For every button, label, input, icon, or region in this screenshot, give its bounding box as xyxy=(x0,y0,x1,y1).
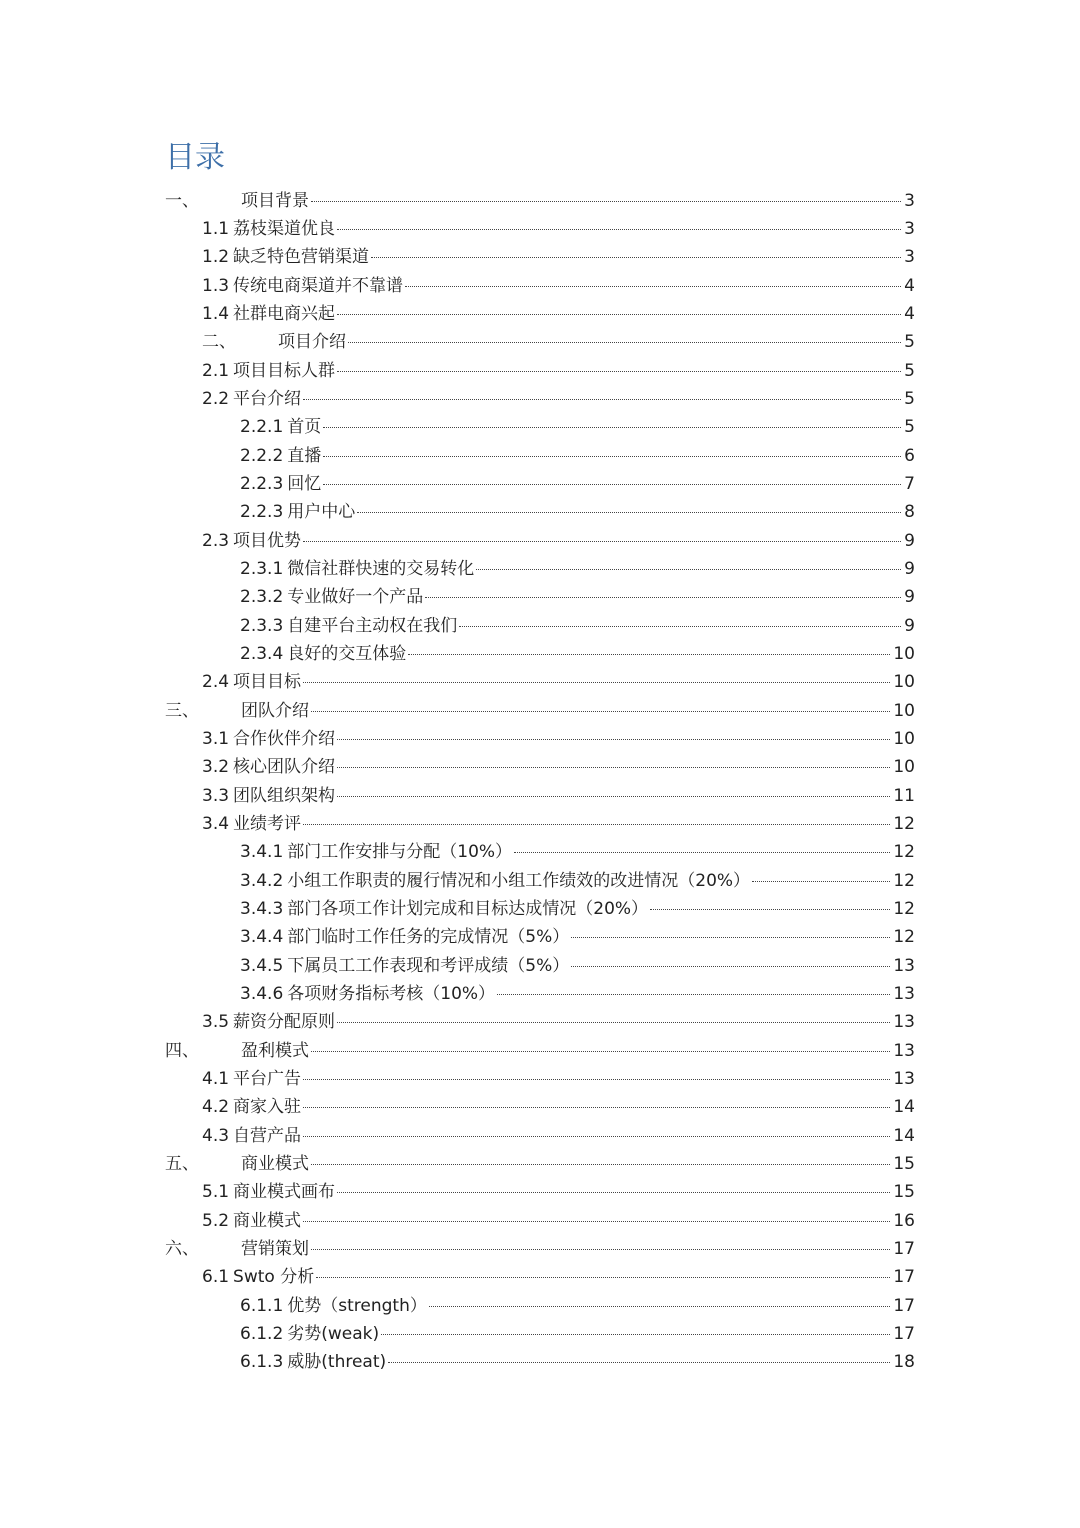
toc-leader-dots xyxy=(311,1163,890,1165)
toc-entry-number: 2.2.3 xyxy=(240,502,284,522)
toc-entry-number: 六、 xyxy=(165,1239,199,1259)
toc-entry-label: 薪资分配原则 xyxy=(233,1012,336,1032)
toc-leader-dots xyxy=(650,908,890,910)
toc-entry-page: 14 xyxy=(893,1126,915,1146)
toc-entry-label: 下属员工工作表现和考评成绩（5%） xyxy=(287,956,570,976)
toc-entry[interactable] xyxy=(0,1235,1080,1263)
toc-entry-label: 威胁(threat) xyxy=(287,1352,387,1372)
toc-entry[interactable] xyxy=(0,1348,1080,1376)
toc-entry-page: 10 xyxy=(893,672,915,692)
toc-entry-page: 13 xyxy=(893,1012,915,1032)
toc-entry[interactable] xyxy=(0,215,1080,243)
toc-entry-number: 2.3.3 xyxy=(240,616,284,636)
toc-leader-dots xyxy=(323,483,901,485)
toc-entry-page: 9 xyxy=(904,587,915,607)
toc-leader-dots xyxy=(323,455,901,457)
toc-entry-label: 商业模式画布 xyxy=(233,1182,336,1202)
toc-entry-number: 2.3.4 xyxy=(240,644,284,664)
toc-leader-dots xyxy=(337,1191,890,1193)
toc-entry[interactable] xyxy=(0,838,1080,866)
toc-entry[interactable] xyxy=(0,583,1080,611)
toc-entry-number: 2.3.1 xyxy=(240,559,284,579)
toc-entry[interactable] xyxy=(0,782,1080,810)
toc-leader-dots xyxy=(405,285,901,287)
toc-entry-number: 五、 xyxy=(165,1154,199,1174)
toc-entry-number: 2.3.2 xyxy=(240,587,284,607)
toc-entry-label: 微信社群快速的交易转化 xyxy=(287,559,475,579)
toc-entry-label: 项目优势 xyxy=(233,531,302,551)
toc-entry-page: 13 xyxy=(893,1041,915,1061)
toc-entry[interactable] xyxy=(0,527,1080,555)
toc-entry[interactable] xyxy=(0,357,1080,385)
toc-leader-dots xyxy=(311,200,901,202)
toc-leader-dots xyxy=(311,710,890,712)
toc-entry[interactable] xyxy=(0,725,1080,753)
toc-leader-dots xyxy=(316,1276,890,1278)
toc-leader-dots xyxy=(303,823,890,825)
toc-entry-number: 2.2 xyxy=(202,389,230,409)
toc-entry-page: 10 xyxy=(893,729,915,749)
toc-entry[interactable] xyxy=(0,668,1080,696)
toc-entry[interactable] xyxy=(0,952,1080,980)
toc-entry-number: 2.2.3 xyxy=(240,474,284,494)
toc-entry-label: 营销策划 xyxy=(241,1239,309,1259)
toc-leader-dots xyxy=(337,313,901,315)
toc-entry-number: 一、 xyxy=(165,191,199,211)
toc-leader-dots xyxy=(303,1106,890,1108)
toc-leader-dots xyxy=(459,625,901,627)
toc-entry[interactable] xyxy=(0,1037,1080,1065)
toc-entry-page: 12 xyxy=(893,927,915,947)
toc-entry-label: 缺乏特色营销渠道 xyxy=(233,247,370,267)
toc-entry-page: 16 xyxy=(893,1211,915,1231)
toc-leader-dots xyxy=(337,370,901,372)
toc-entry-page: 10 xyxy=(893,701,915,721)
toc-entry[interactable] xyxy=(0,498,1080,526)
toc-leader-dots xyxy=(429,1305,890,1307)
toc-entry-page: 11 xyxy=(893,786,915,806)
toc-entry[interactable] xyxy=(0,1065,1080,1093)
toc-entry-page: 6 xyxy=(904,446,915,466)
toc-entry-number: 3.2 xyxy=(202,757,230,777)
toc-leader-dots xyxy=(348,341,901,343)
toc-entry-page: 18 xyxy=(893,1352,915,1372)
toc-entry-label: 传统电商渠道并不靠谱 xyxy=(233,276,404,296)
toc-entry-label: 盈利模式 xyxy=(241,1041,309,1061)
toc-entry-number: 1.4 xyxy=(202,304,230,324)
toc-entry-number: 3.4.4 xyxy=(240,927,284,947)
toc-entry-label: 平台介绍 xyxy=(233,389,302,409)
toc-entry-page: 17 xyxy=(893,1296,915,1316)
toc-entry-label: 部门工作安排与分配（10%） xyxy=(287,842,513,862)
toc-leader-dots xyxy=(303,1135,890,1137)
toc-leader-dots xyxy=(303,1078,890,1080)
toc-entry[interactable] xyxy=(0,442,1080,470)
toc-entry-number: 6.1.3 xyxy=(240,1352,284,1372)
toc-entry-page: 10 xyxy=(893,644,915,664)
toc-entry-number: 3.4.5 xyxy=(240,956,284,976)
toc-entry-label: 小组工作职责的履行情况和小组工作绩效的改进情况（20%） xyxy=(287,871,751,891)
toc-entry-page: 4 xyxy=(904,304,915,324)
toc-entry-page: 10 xyxy=(893,757,915,777)
toc-entry[interactable] xyxy=(0,1150,1080,1178)
toc-entry-label: 项目背景 xyxy=(241,191,309,211)
toc-entry-label: 荔枝渠道优良 xyxy=(233,219,336,239)
toc-entry-page: 13 xyxy=(893,1069,915,1089)
toc-entry-page: 9 xyxy=(904,616,915,636)
toc-leader-dots xyxy=(752,880,890,882)
toc-entry[interactable] xyxy=(0,272,1080,300)
toc-entry-label: 回忆 xyxy=(287,474,322,494)
toc-entry[interactable] xyxy=(0,555,1080,583)
toc-entry[interactable] xyxy=(0,753,1080,781)
toc-entry-number: 四、 xyxy=(165,1041,199,1061)
toc-entry-page: 5 xyxy=(904,332,915,352)
toc-entry-number: 2.1 xyxy=(202,361,230,381)
toc-entry-label: 商业模式 xyxy=(241,1154,309,1174)
toc-entry-page: 9 xyxy=(904,531,915,551)
toc-entry[interactable] xyxy=(0,1008,1080,1036)
toc-entry-page: 12 xyxy=(893,842,915,862)
toc-entry-label: 首页 xyxy=(287,417,322,437)
toc-entry[interactable] xyxy=(0,413,1080,441)
toc-leader-dots xyxy=(337,766,890,768)
toc-leader-dots xyxy=(323,426,901,428)
toc-leader-dots xyxy=(514,851,890,853)
toc-entry-number: 3.4.2 xyxy=(240,871,284,891)
toc-entry-label: 直播 xyxy=(287,446,322,466)
toc-leader-dots xyxy=(303,398,901,400)
toc-entry-number: 4.2 xyxy=(202,1097,230,1117)
toc-entry-page: 17 xyxy=(893,1324,915,1344)
toc-entry-page: 17 xyxy=(893,1267,915,1287)
toc-leader-dots xyxy=(337,228,901,230)
toc-entry-label: 项目介绍 xyxy=(278,332,346,352)
toc-entry[interactable] xyxy=(0,810,1080,838)
toc-entry-label: 用户中心 xyxy=(287,502,356,522)
toc-entry-number: 3.3 xyxy=(202,786,230,806)
toc-entry-number: 3.1 xyxy=(202,729,230,749)
toc-entry[interactable] xyxy=(0,867,1080,895)
toc-leader-dots xyxy=(303,1220,890,1222)
toc-entry[interactable] xyxy=(0,328,1080,356)
toc-entry-number: 5.2 xyxy=(202,1211,230,1231)
toc-entry-label: 商家入驻 xyxy=(233,1097,302,1117)
toc-entry-page: 3 xyxy=(904,219,915,239)
toc-entry-label: 各项财务指标考核（10%） xyxy=(287,984,496,1004)
toc-entry-label: 项目目标 xyxy=(233,672,302,692)
toc-entry[interactable] xyxy=(0,187,1080,215)
toc-entry-label: 自建平台主动权在我们 xyxy=(287,616,458,636)
toc-leader-dots xyxy=(571,965,890,967)
toc-entry-page: 3 xyxy=(904,191,915,211)
toc-entry[interactable] xyxy=(0,1320,1080,1348)
toc-entry[interactable] xyxy=(0,1178,1080,1206)
toc-entry-label: 项目目标人群 xyxy=(233,361,336,381)
toc-entry-page: 17 xyxy=(893,1239,915,1259)
toc-entry[interactable] xyxy=(0,385,1080,413)
toc-entry-page: 5 xyxy=(904,389,915,409)
toc-entry-label: 团队介绍 xyxy=(241,701,309,721)
toc-entry-number: 3.4.1 xyxy=(240,842,284,862)
toc-entry-page: 12 xyxy=(893,871,915,891)
toc-entry-page: 8 xyxy=(904,502,915,522)
toc-title: 目录 xyxy=(165,140,225,175)
toc-entry-label: 部门临时工作任务的完成情况（5%） xyxy=(287,927,570,947)
toc-entry-label: 良好的交互体验 xyxy=(287,644,407,664)
toc-entry-number: 二、 xyxy=(202,332,236,352)
toc-leader-dots xyxy=(303,681,890,683)
toc-leader-dots xyxy=(381,1333,890,1335)
toc-leader-dots xyxy=(303,540,901,542)
toc-entry-page: 13 xyxy=(893,956,915,976)
toc-entry-number: 1.3 xyxy=(202,276,230,296)
toc-entry-number: 2.3 xyxy=(202,531,230,551)
toc-entry-number: 4.3 xyxy=(202,1126,230,1146)
toc-entry[interactable] xyxy=(0,697,1080,725)
toc-entry-number: 3.5 xyxy=(202,1012,230,1032)
toc-entry-label: 劣势(weak) xyxy=(287,1324,380,1344)
toc-entry-number: 三、 xyxy=(165,701,199,721)
toc-leader-dots xyxy=(408,653,890,655)
toc-entry-page: 5 xyxy=(904,417,915,437)
toc-entry-label: 优势（strength） xyxy=(287,1296,427,1316)
toc-entry-number: 5.1 xyxy=(202,1182,230,1202)
toc-entry-page: 12 xyxy=(893,899,915,919)
toc-entry[interactable] xyxy=(0,640,1080,668)
toc-leader-dots xyxy=(497,993,890,995)
toc-entry-label: 合作伙伴介绍 xyxy=(233,729,336,749)
toc-entry-number: 3.4 xyxy=(202,814,230,834)
toc-entry-page: 3 xyxy=(904,247,915,267)
toc-entry-label: 专业做好一个产品 xyxy=(287,587,424,607)
toc-entry-label: 自营产品 xyxy=(233,1126,302,1146)
toc-entry-number: 4.1 xyxy=(202,1069,230,1089)
toc-entry-label: 部门各项工作计划完成和目标达成情况（20%） xyxy=(287,899,649,919)
toc-entry-page: 7 xyxy=(904,474,915,494)
toc-entry-label: 核心团队介绍 xyxy=(233,757,336,777)
toc-entry[interactable] xyxy=(0,1263,1080,1291)
toc-entry[interactable] xyxy=(0,612,1080,640)
toc-entry[interactable] xyxy=(0,300,1080,328)
toc-entry-label: Swto 分析 xyxy=(233,1267,315,1287)
toc-entry-number: 2.4 xyxy=(202,672,230,692)
toc-leader-dots xyxy=(371,256,901,258)
toc-entry-page: 15 xyxy=(893,1154,915,1174)
toc-entry-number: 1.1 xyxy=(202,219,230,239)
toc-leader-dots xyxy=(388,1361,890,1363)
toc-entry-label: 平台广告 xyxy=(233,1069,302,1089)
toc-entry[interactable] xyxy=(0,1093,1080,1121)
toc-entry-page: 9 xyxy=(904,559,915,579)
toc-entry-number: 3.4.3 xyxy=(240,899,284,919)
toc-entry[interactable] xyxy=(0,1292,1080,1320)
toc-entry[interactable] xyxy=(0,1122,1080,1150)
toc-entry[interactable] xyxy=(0,895,1080,923)
toc-leader-dots xyxy=(357,511,901,513)
toc-entry[interactable] xyxy=(0,470,1080,498)
toc-entry-number: 6.1.2 xyxy=(240,1324,284,1344)
toc-entry-page: 15 xyxy=(893,1182,915,1202)
toc-entry-label: 团队组织架构 xyxy=(233,786,336,806)
toc-entry-number: 6.1.1 xyxy=(240,1296,284,1316)
toc-entry[interactable] xyxy=(0,980,1080,1008)
toc-leader-dots xyxy=(311,1248,890,1250)
toc-entry[interactable] xyxy=(0,243,1080,271)
toc-entry-page: 14 xyxy=(893,1097,915,1117)
toc-entry[interactable] xyxy=(0,923,1080,951)
toc-entry-number: 2.2.2 xyxy=(240,446,284,466)
toc-entry-label: 商业模式 xyxy=(233,1211,302,1231)
toc-leader-dots xyxy=(425,596,901,598)
toc-leader-dots xyxy=(337,738,890,740)
toc-entry-number: 2.2.1 xyxy=(240,417,284,437)
toc-leader-dots xyxy=(337,1021,890,1023)
toc-entry-page: 5 xyxy=(904,361,915,381)
toc-entry-label: 业绩考评 xyxy=(233,814,302,834)
toc-entry-page: 12 xyxy=(893,814,915,834)
toc-entry-number: 1.2 xyxy=(202,247,230,267)
toc-entry-label: 社群电商兴起 xyxy=(233,304,336,324)
toc-leader-dots xyxy=(571,936,890,938)
toc-leader-dots xyxy=(311,1050,890,1052)
toc-entry-number: 6.1 xyxy=(202,1267,230,1287)
toc-entry-page: 4 xyxy=(904,276,915,296)
toc-entry[interactable] xyxy=(0,1207,1080,1235)
toc-entry-page: 13 xyxy=(893,984,915,1004)
toc-leader-dots xyxy=(476,568,901,570)
toc-leader-dots xyxy=(337,795,890,797)
toc-entry-number: 3.4.6 xyxy=(240,984,284,1004)
